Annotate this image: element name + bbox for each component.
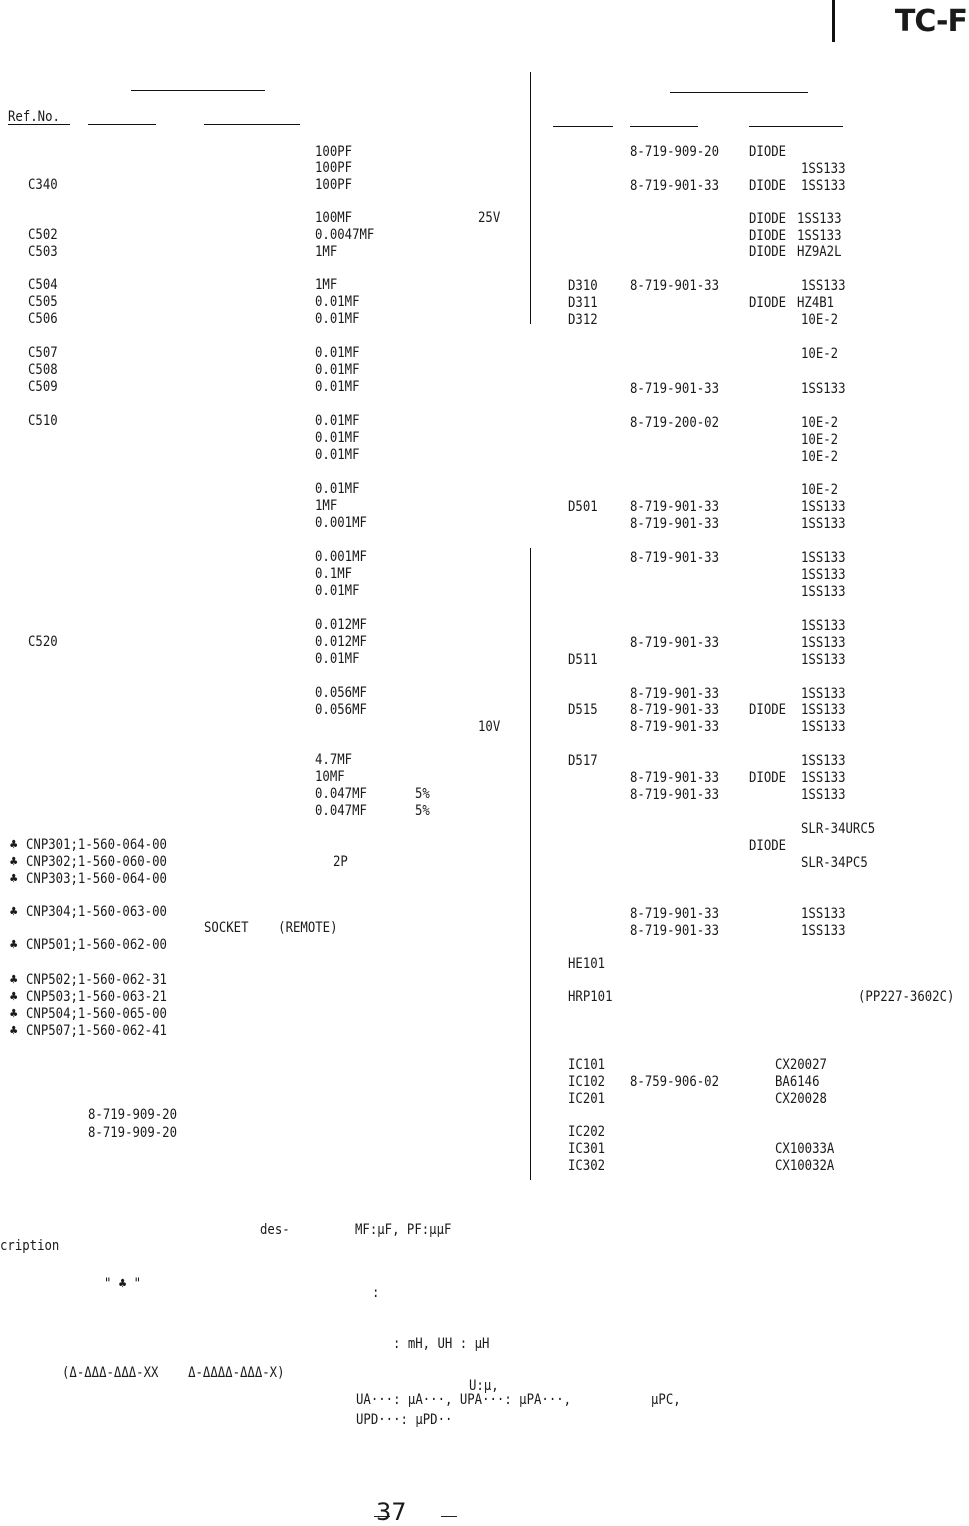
ref-no-underline bbox=[8, 124, 70, 125]
component-value: 1SS133 bbox=[801, 618, 846, 634]
part-number: 8-719-901-33 bbox=[630, 178, 720, 194]
capacitance-value: 0.01MF bbox=[315, 447, 360, 463]
connector-part: CNP502;1-560-062-31 bbox=[26, 972, 167, 988]
part-number: 8-719-901-33 bbox=[630, 635, 720, 651]
component-type: DIODE bbox=[749, 295, 787, 311]
right-desc-underline bbox=[749, 126, 843, 127]
voltage-rating: 10V bbox=[478, 719, 501, 735]
component-value: 1SS133 bbox=[801, 381, 846, 397]
component-value: 1SS133 bbox=[801, 516, 846, 532]
component-type: DIODE bbox=[749, 702, 787, 718]
connector-part: CNP302;1-560-060-00 bbox=[26, 854, 167, 870]
capacitance-value: 100PF bbox=[315, 177, 353, 193]
part-number: 8-719-901-33 bbox=[630, 702, 720, 718]
ref-no: IC201 bbox=[568, 1091, 606, 1107]
component-value: 10E-2 bbox=[801, 346, 839, 362]
component-value: 1SS133 bbox=[801, 652, 846, 668]
connector-part: CNP301;1-560-064-00 bbox=[26, 837, 167, 853]
capacitance-value: 0.01MF bbox=[315, 651, 360, 667]
safety-mark-icon: ♣ bbox=[10, 1023, 18, 1039]
component-value: 10E-2 bbox=[801, 449, 839, 465]
component-value: 1SS133 bbox=[801, 499, 846, 515]
ref-no: D311 bbox=[568, 295, 598, 311]
note-inductance: : mH, UH : µH bbox=[393, 1336, 490, 1352]
capacitance-value: 0.012MF bbox=[315, 617, 367, 633]
part-number: 8-719-901-33 bbox=[630, 770, 720, 786]
connector-part: CNP504;1-560-065-00 bbox=[26, 1006, 167, 1022]
capacitance-value: 1MF bbox=[315, 498, 338, 514]
part-number: 8-719-901-33 bbox=[630, 906, 720, 922]
note-colon: : bbox=[372, 1285, 380, 1301]
capacitance-value: 1MF bbox=[315, 244, 338, 260]
ref-no: C509 bbox=[28, 379, 58, 395]
part-number: 8-719-200-02 bbox=[630, 415, 720, 431]
component-value: 1SS133 bbox=[801, 753, 846, 769]
capacitance-value: 0.047MF bbox=[315, 786, 367, 802]
ref-no: D511 bbox=[568, 652, 598, 668]
ref-no: HE101 bbox=[568, 956, 606, 972]
component-value: 1SS133 bbox=[801, 702, 846, 718]
desc-underline bbox=[204, 124, 300, 125]
ref-no: IC102 bbox=[568, 1074, 606, 1090]
tolerance-value: 5% bbox=[415, 786, 430, 802]
capacitance-value: 0.001MF bbox=[315, 549, 367, 565]
capacitance-value: 0.01MF bbox=[315, 430, 360, 446]
component-value: SLR-34PC5 bbox=[801, 855, 868, 871]
component-value: 1SS133 bbox=[801, 635, 846, 651]
component-value: 1SS133 bbox=[801, 770, 846, 786]
connector-part: CNP304;1-560-063-00 bbox=[26, 904, 167, 920]
capacitance-value: 0.047MF bbox=[315, 803, 367, 819]
ref-no: D515 bbox=[568, 702, 598, 718]
component-value: 1SS133 bbox=[801, 550, 846, 566]
column-divider bbox=[530, 72, 531, 324]
ref-no: C510 bbox=[28, 413, 58, 429]
component-value: 1SS133 bbox=[801, 906, 846, 922]
component-value: HZ9A2L bbox=[797, 244, 842, 260]
capacitance-value: 0.1MF bbox=[315, 566, 353, 582]
page-number: 37 bbox=[376, 1498, 407, 1526]
component-value: SLR-34URC5 bbox=[801, 821, 876, 837]
note-upd: UPD···: µPD·· bbox=[356, 1412, 453, 1428]
capacitance-value: 0.01MF bbox=[315, 294, 360, 310]
capacitance-value: 0.056MF bbox=[315, 702, 367, 718]
component-value: 1SS133 bbox=[801, 567, 846, 583]
capacitance-value: 4.7MF bbox=[315, 752, 353, 768]
component-value: 1SS133 bbox=[797, 211, 842, 227]
column-divider bbox=[530, 548, 531, 1180]
ref-no: C340 bbox=[28, 177, 58, 193]
note-ua: UA···: µA···, UPA···: µPA···, bbox=[356, 1392, 572, 1408]
component-value: 1SS133 bbox=[801, 178, 846, 194]
part-number: 8-719-901-33 bbox=[630, 278, 720, 294]
ref-no: C520 bbox=[28, 634, 58, 650]
part-number: 8-719-901-33 bbox=[630, 787, 720, 803]
capacitance-value: 0.01MF bbox=[315, 413, 360, 429]
component-value: 1SS133 bbox=[801, 584, 846, 600]
part-number: 8-719-909-20 bbox=[630, 144, 720, 160]
capacitance-value: 0.056MF bbox=[315, 685, 367, 701]
part-number: 8-719-901-33 bbox=[630, 923, 720, 939]
ref-no: C507 bbox=[28, 345, 58, 361]
safety-mark-icon: ♣ bbox=[10, 989, 18, 1005]
part-number: 8-719-909-20 bbox=[88, 1125, 178, 1141]
connector-part: CNP507;1-560-062-41 bbox=[26, 1023, 167, 1039]
capacitance-value: 100PF bbox=[315, 144, 353, 160]
capacitance-value: 0.0047MF bbox=[315, 227, 375, 243]
page-dash-right bbox=[441, 1516, 457, 1517]
part-number: 8-719-901-33 bbox=[630, 381, 720, 397]
part-number: 8-719-901-33 bbox=[630, 499, 720, 515]
ref-no: IC101 bbox=[568, 1057, 606, 1073]
safety-mark-icon: ♣ bbox=[10, 854, 18, 870]
safety-mark-icon: ♣ bbox=[10, 904, 18, 920]
capacitance-value: 0.01MF bbox=[315, 362, 360, 378]
component-value: 10E-2 bbox=[801, 415, 839, 431]
capacitance-value: 0.012MF bbox=[315, 634, 367, 650]
component-value: (PP227-3602C) bbox=[858, 989, 955, 1005]
capacitance-value: 0.01MF bbox=[315, 379, 360, 395]
note-upc: µPC, bbox=[651, 1392, 681, 1408]
note-units: MF:µF, PF:µµF bbox=[355, 1222, 452, 1238]
ref-no: IC302 bbox=[568, 1158, 606, 1174]
capacitance-value: 0.01MF bbox=[315, 345, 360, 361]
ref-no: D312 bbox=[568, 312, 598, 328]
ref-no: HRP101 bbox=[568, 989, 613, 1005]
component-value: 1SS133 bbox=[801, 787, 846, 803]
ref-no: IC202 bbox=[568, 1124, 606, 1140]
component-value: CX10033A bbox=[775, 1141, 835, 1157]
part-number: 8-719-901-33 bbox=[630, 719, 720, 735]
connector-desc: SOCKET (REMOTE) bbox=[204, 920, 338, 936]
capacitance-value: 0.001MF bbox=[315, 515, 367, 531]
component-type: DIODE bbox=[749, 228, 787, 244]
model-title: TC-F bbox=[894, 4, 967, 39]
component-type: DIODE bbox=[749, 144, 787, 160]
component-value: HZ4B1 bbox=[797, 295, 835, 311]
connector-desc: 2P bbox=[333, 854, 348, 870]
part-number: 8-719-901-33 bbox=[630, 550, 720, 566]
component-value: 1SS133 bbox=[801, 923, 846, 939]
component-value: BA6146 bbox=[775, 1074, 820, 1090]
capacitance-value: 100MF bbox=[315, 210, 353, 226]
ref-no: C503 bbox=[28, 244, 58, 260]
capacitance-value: 1MF bbox=[315, 277, 338, 293]
note-u: U:µ, bbox=[469, 1378, 499, 1394]
capacitance-value: 0.01MF bbox=[315, 583, 360, 599]
component-value: 1SS133 bbox=[801, 278, 846, 294]
part-number: 8-759-906-02 bbox=[630, 1074, 720, 1090]
component-type: DIODE bbox=[749, 211, 787, 227]
connector-part: CNP503;1-560-063-21 bbox=[26, 989, 167, 1005]
ref-no: D501 bbox=[568, 499, 598, 515]
capacitance-value: 100PF bbox=[315, 160, 353, 176]
capacitance-value: 0.01MF bbox=[315, 311, 360, 327]
note-format: (Δ-ΔΔΔ-ΔΔΔ-XX Δ-ΔΔΔΔ-ΔΔΔ-X) bbox=[62, 1365, 285, 1381]
component-value: 1SS133 bbox=[801, 719, 846, 735]
component-value: 10E-2 bbox=[801, 312, 839, 328]
note-cription: cription bbox=[0, 1238, 60, 1254]
ref-no: D517 bbox=[568, 753, 598, 769]
ref-no: D310 bbox=[568, 278, 598, 294]
ref-no-header: Ref.No. bbox=[8, 109, 60, 125]
component-value: 10E-2 bbox=[801, 432, 839, 448]
right-ref-underline bbox=[553, 126, 613, 127]
part-number: 8-719-909-20 bbox=[88, 1107, 178, 1123]
component-type: DIODE bbox=[749, 178, 787, 194]
connector-part: CNP501;1-560-062-00 bbox=[26, 937, 167, 953]
ref-no: IC301 bbox=[568, 1141, 606, 1157]
capacitance-value: 10MF bbox=[315, 769, 345, 785]
safety-mark-icon: ♣ bbox=[10, 1006, 18, 1022]
component-type: DIODE bbox=[749, 838, 787, 854]
safety-mark-icon: ♣ bbox=[10, 937, 18, 953]
part-number: 8-719-901-33 bbox=[630, 686, 720, 702]
component-value: CX20028 bbox=[775, 1091, 827, 1107]
left-heading-rule bbox=[131, 90, 265, 91]
ref-no: C505 bbox=[28, 294, 58, 310]
component-value: CX20027 bbox=[775, 1057, 827, 1073]
note-des: des- bbox=[260, 1222, 290, 1238]
component-value: 1SS133 bbox=[801, 686, 846, 702]
safety-mark-icon: ♣ bbox=[10, 972, 18, 988]
component-value: CX10032A bbox=[775, 1158, 835, 1174]
connector-part: CNP303;1-560-064-00 bbox=[26, 871, 167, 887]
voltage-rating: 25V bbox=[478, 210, 501, 226]
component-value: 1SS133 bbox=[797, 228, 842, 244]
component-type: DIODE bbox=[749, 244, 787, 260]
header-divider bbox=[832, 0, 835, 42]
right-heading-rule bbox=[670, 92, 808, 93]
ref-no: C508 bbox=[28, 362, 58, 378]
ref-no: C502 bbox=[28, 227, 58, 243]
note-mark: " ♣ " bbox=[104, 1276, 142, 1292]
capacitance-value: 0.01MF bbox=[315, 481, 360, 497]
tolerance-value: 5% bbox=[415, 803, 430, 819]
ref-no: C504 bbox=[28, 277, 58, 293]
component-value: 10E-2 bbox=[801, 482, 839, 498]
safety-mark-icon: ♣ bbox=[10, 837, 18, 853]
safety-mark-icon: ♣ bbox=[10, 871, 18, 887]
part-number: 8-719-901-33 bbox=[630, 516, 720, 532]
component-type: DIODE bbox=[749, 770, 787, 786]
right-part-underline bbox=[630, 126, 698, 127]
part-no-underline bbox=[88, 124, 156, 125]
component-value: 1SS133 bbox=[801, 161, 846, 177]
ref-no: C506 bbox=[28, 311, 58, 327]
